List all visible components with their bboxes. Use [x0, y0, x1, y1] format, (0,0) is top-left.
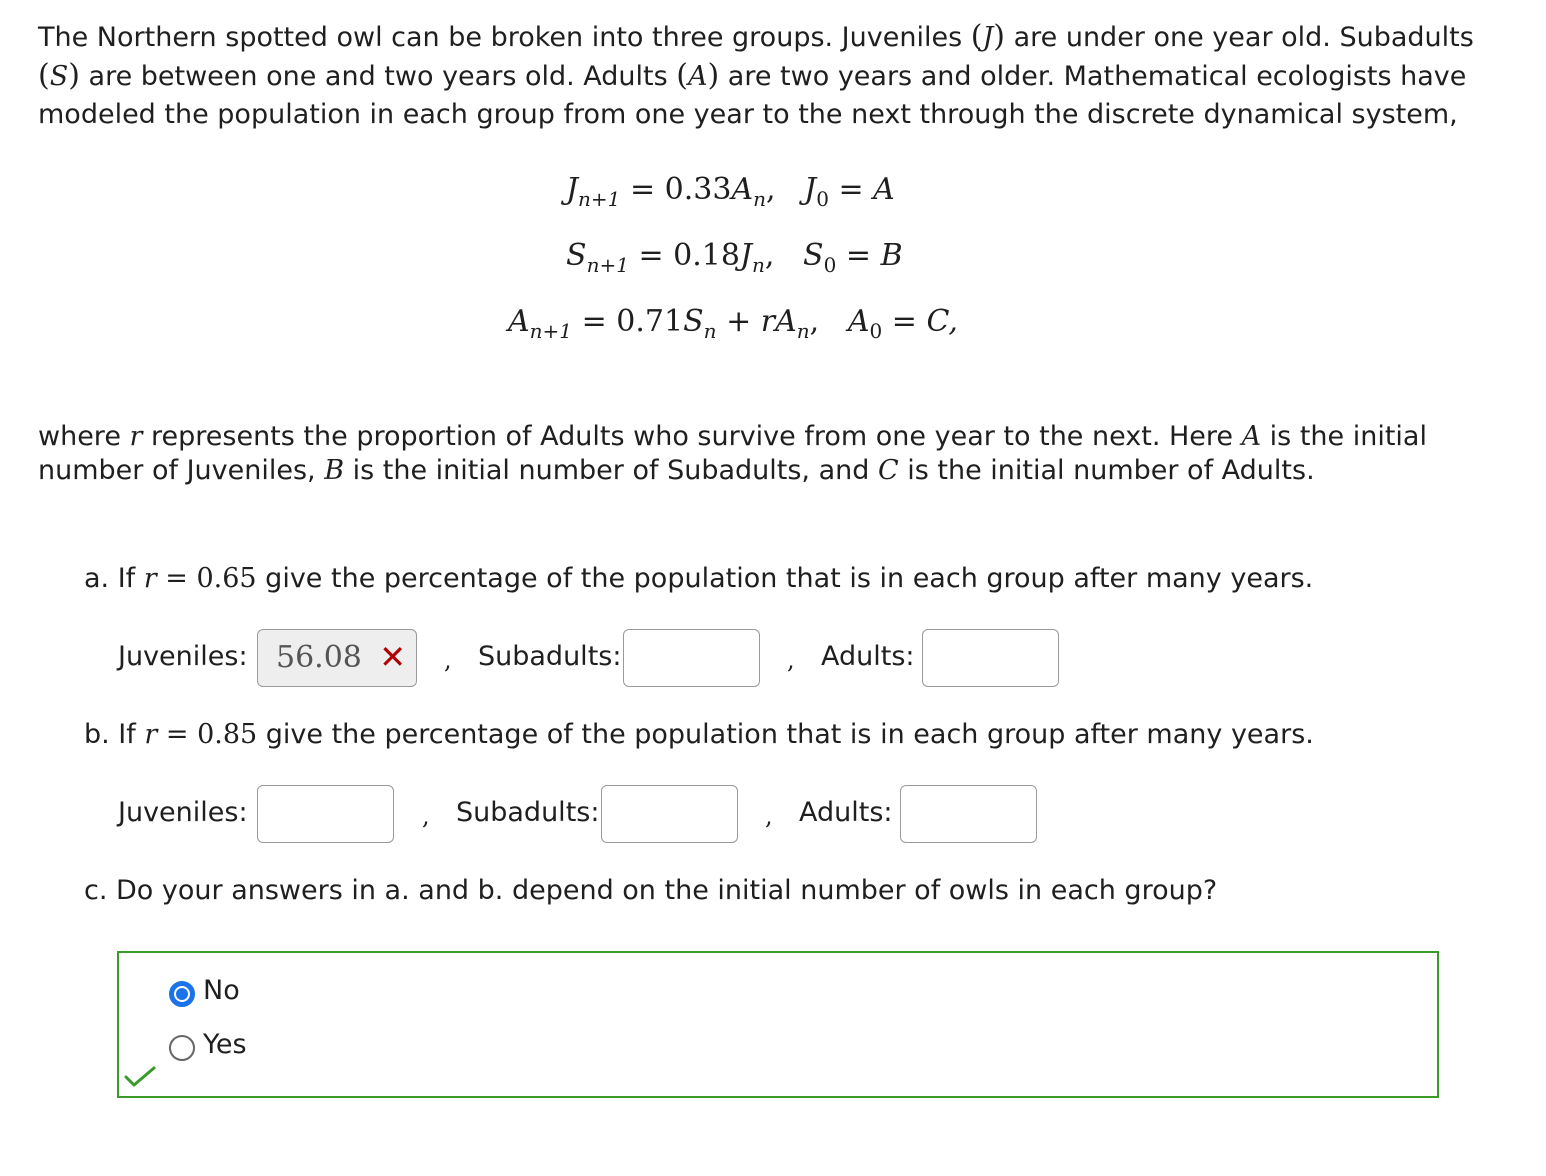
part-a-question: [84, 563, 1313, 594]
eq2-init-rhs: = B: [845, 238, 903, 273]
eq2-lhs: S: [566, 238, 587, 273]
intro-text-1: The Northern spotted owl can be broken into three groups. Juveniles: [38, 22, 971, 53]
eq2-init: S: [803, 238, 824, 273]
part-a-subadults-label: Subadults:: [478, 641, 622, 672]
intro-text-3: are between one and two years old. Adults: [79, 61, 677, 92]
radio-label-no: No: [203, 975, 240, 1006]
part-b-suffix: give the percentage of the population that is in each group after many years.: [257, 719, 1314, 750]
part-a-juveniles-value: 56.08: [276, 640, 362, 675]
part-a-juveniles-label: Juveniles:: [118, 641, 248, 672]
var-j: J: [982, 22, 994, 53]
where-text-2: represents the proportion of Adults who survive from one year to the next. Here: [142, 421, 1242, 452]
part-b-juveniles-input[interactable]: [257, 785, 394, 843]
var-a: A: [688, 61, 708, 92]
x-icon: ✕: [379, 638, 406, 676]
eq1-var-sub: n: [753, 187, 766, 211]
paren-open: (: [38, 58, 50, 93]
intro-text-2: are under one year old. Subadults: [1005, 22, 1474, 53]
eq3-lhs-sub: n+1: [529, 319, 573, 343]
eq3-coef: = 0.71: [581, 304, 684, 339]
eq2-var: J: [739, 238, 752, 273]
eq1-comma: ,: [766, 172, 776, 207]
part-a-adults-label: Adults:: [821, 641, 915, 672]
separator-comma: ,: [787, 646, 795, 674]
part-b-adults-label: Adults:: [799, 797, 893, 828]
eq3-init-rhs: = C,: [891, 304, 958, 339]
radio-button-selected[interactable]: [169, 981, 195, 1007]
paren-close: ): [68, 58, 80, 93]
var-a: A: [1241, 421, 1262, 452]
where-text-1: where: [38, 421, 130, 452]
separator-comma: ,: [422, 802, 430, 830]
eq3-plus: +: [726, 304, 761, 339]
paren-open: (: [676, 58, 688, 93]
var-c: C: [877, 455, 899, 486]
equation-adults: [508, 304, 958, 343]
part-a-eq: = 0.65: [156, 563, 257, 594]
where-text-5: is the initial number of Adults.: [898, 455, 1315, 486]
eq2-comma: ,: [764, 238, 775, 273]
part-a-subadults-input[interactable]: [623, 629, 760, 687]
part-c-answer-box: [117, 951, 1439, 1098]
var-r: r: [129, 421, 143, 452]
eq1-var: A: [731, 172, 754, 207]
equation-juveniles: [566, 172, 895, 211]
problem-intro: [38, 18, 1478, 134]
part-b-r: r: [144, 719, 158, 750]
eq3-var: S: [683, 304, 704, 339]
eq1-init-sub: 0: [816, 187, 829, 211]
eq1-coef: = 0.33: [629, 172, 732, 207]
eq2-init-sub: 0: [823, 253, 837, 277]
part-b-question: [84, 719, 1314, 750]
separator-comma: ,: [444, 646, 452, 674]
paren-close: ): [707, 58, 720, 93]
eq3-var-sub: n: [703, 319, 717, 343]
eq3-lhs: A: [508, 304, 530, 339]
eq3-r: rA: [760, 304, 797, 339]
eq3-init-sub: 0: [869, 319, 883, 343]
part-a-prefix: a. If: [84, 563, 144, 594]
part-a-juveniles-input[interactable]: [257, 629, 417, 687]
part-b-eq: = 0.85: [157, 719, 258, 750]
eq3-comma: ,: [809, 304, 820, 339]
intro-text-4: are two years and older. Mathematical ecologists have modeled the population in each group from one year to the next through the discrete dynamical system,: [38, 61, 1467, 130]
checkmark-icon: [123, 1065, 157, 1089]
eq2-coef: = 0.18: [638, 238, 740, 273]
part-b-subadults-input[interactable]: [601, 785, 738, 843]
eq3-r-sub: n: [796, 319, 810, 343]
eq1-lhs: J: [566, 172, 579, 207]
where-text-4: is the initial number of Subadults, and: [344, 455, 878, 486]
eq3-init: A: [847, 304, 870, 339]
eq1-init-rhs: = A: [838, 172, 895, 207]
equation-subadults: [566, 238, 903, 277]
separator-comma: ,: [765, 802, 773, 830]
paren-open: (: [970, 19, 983, 54]
part-b-prefix: b. If: [84, 719, 145, 750]
radio-button[interactable]: [169, 1035, 195, 1061]
part-b-subadults-label: Subadults:: [456, 797, 600, 828]
paren-close: ): [993, 19, 1005, 54]
eq1-lhs-sub: n+1: [578, 187, 621, 211]
part-a-r: r: [143, 563, 157, 594]
part-a-adults-input[interactable]: [922, 629, 1059, 687]
where-text-3: is the initial number of Juveniles,: [38, 421, 1427, 486]
variable-definitions: [38, 420, 1498, 488]
eq2-lhs-sub: n+1: [586, 253, 629, 277]
part-a-suffix: give the percentage of the population that is in each group after many years.: [256, 563, 1314, 594]
part-b-juveniles-label: Juveniles:: [118, 797, 248, 828]
eq2-var-sub: n: [752, 253, 765, 277]
eq1-init: J: [804, 172, 817, 207]
part-c-question: c. Do your answers in a. and b. depend on the initial number of owls in each group?: [84, 875, 1218, 906]
radio-label-yes: Yes: [203, 1029, 247, 1060]
var-b: B: [324, 455, 345, 486]
var-s: S: [49, 61, 69, 92]
part-b-adults-input[interactable]: [900, 785, 1037, 843]
